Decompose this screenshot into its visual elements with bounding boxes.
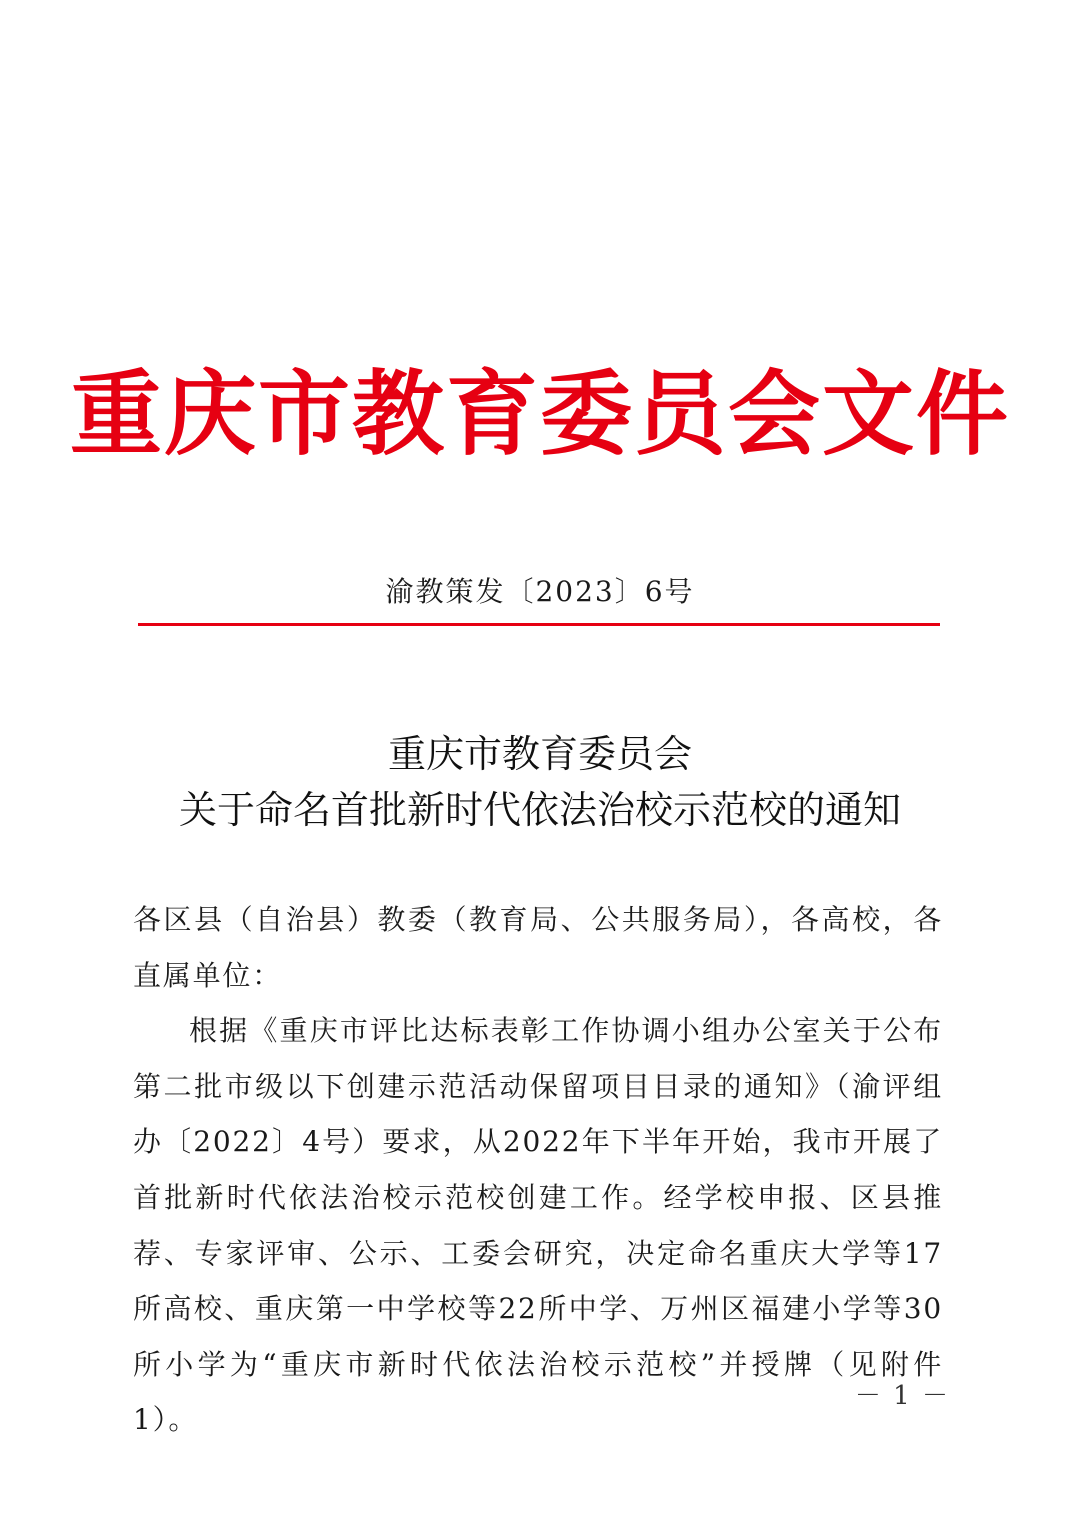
notice-title-line-1: 重庆市教育委员会	[387, 732, 692, 776]
addressee-line: 各区县（自治县）教委（教育局、公共服务局），各高校，各直属单位：	[133, 903, 943, 992]
notice-title-line-2: 关于命名首批新时代依法治校示范校的通知	[178, 788, 901, 832]
page-number: － 1 －	[854, 1381, 950, 1411]
body-paragraph: 根据《重庆市评比达标表彰工作协调小组办公室关于公布第二批市级以下创建示范活动保留项目目录的通知》（渝评组办〔2022〕4号）要求，从2022年下半年开始，我市开展了首批新时代依法治校示范校创建工作。经学校申报、区县推荐、专家评审、公示、工委会研究，决定命名重庆大学等17所高校、重庆第一中学校等22所中学、万州区福建小学等30所小学为“重庆市新时代依法治校示范校”并授牌（见附件1）。	[133, 1014, 943, 1437]
notice-title	[0, 726, 1080, 838]
red-divider-line	[138, 623, 940, 626]
notice-body	[133, 892, 943, 1448]
masthead-title: 重庆市教育委员会文件	[69, 361, 1010, 468]
document-number: 渝教策发〔2023〕6号	[385, 575, 695, 608]
